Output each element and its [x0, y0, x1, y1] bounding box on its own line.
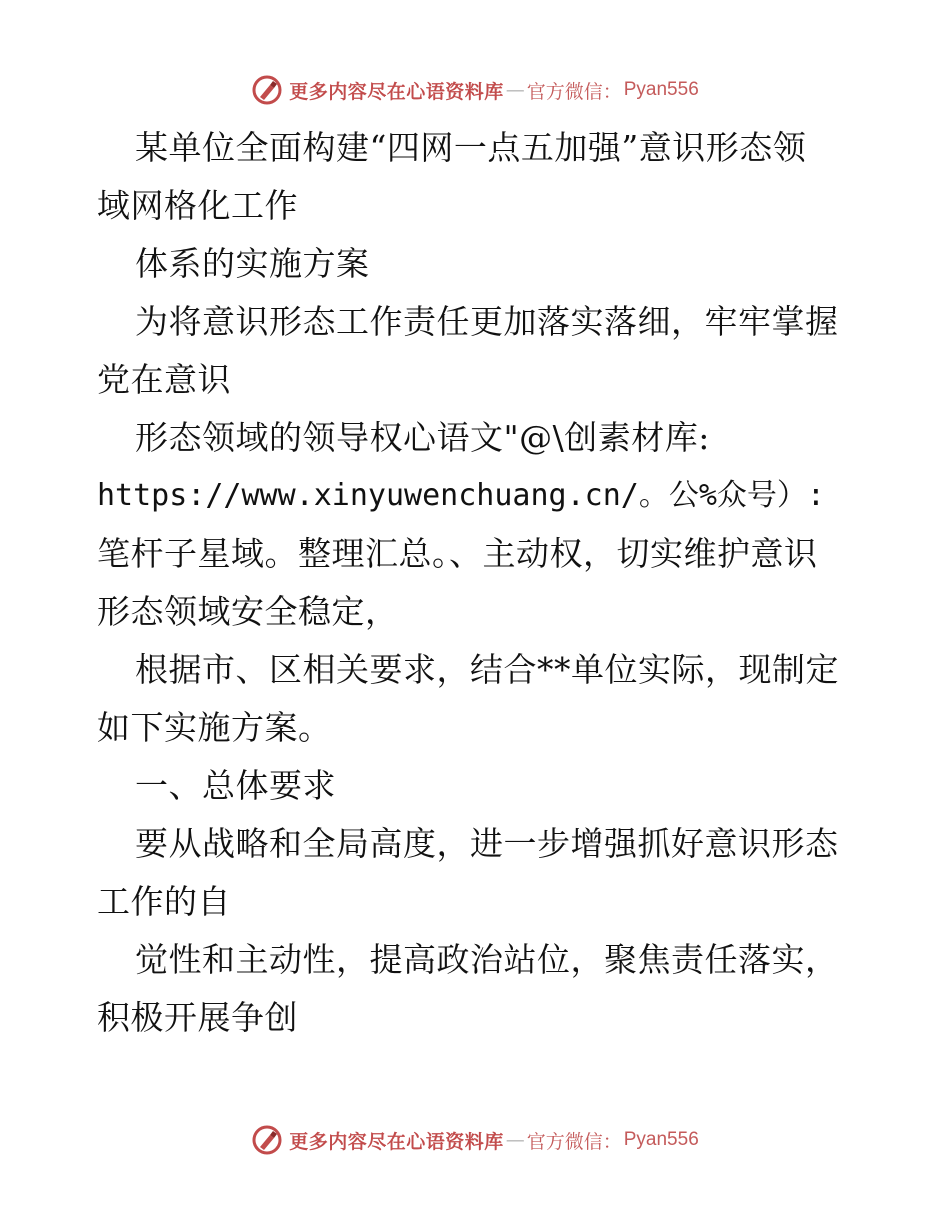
- paragraph-line: 积极开展争创: [97, 998, 298, 1037]
- doc-title-line-1: 某单位全面构建“四网一点五加强”意识形态领: [135, 128, 807, 167]
- url-line: https://www.xinyuwenchuang.cn/。公%众号）:: [97, 478, 825, 513]
- paragraph-line: 工作的自: [97, 882, 231, 921]
- pen-logo-icon: [251, 1124, 283, 1156]
- paragraph-line: 如下实施方案。: [97, 708, 332, 747]
- watermark-dash: —: [505, 79, 525, 101]
- paragraph-line: 为将意识形态工作责任更加落实落细，牢牢掌握: [135, 302, 839, 341]
- header-watermark: [0, 70, 950, 110]
- document-body: [97, 119, 857, 1047]
- watermark-dash: —: [505, 1129, 525, 1151]
- paragraph-line: 形态领域安全稳定，: [97, 592, 399, 631]
- paragraph-line: 觉性和主动性，提高政治站位，聚焦责任落实，: [135, 940, 839, 979]
- pen-logo-icon: [251, 74, 283, 106]
- paragraph-line: 党在意识: [97, 360, 231, 399]
- watermark-sub: 官方微信：: [526, 1130, 622, 1153]
- watermark-sub: 官方微信：: [526, 80, 622, 103]
- watermark-main: 更多内容尽在心语资料库: [289, 80, 504, 103]
- paragraph-line: 形态领域的领导权心语文"@\创素材库:: [135, 418, 710, 457]
- paragraph-line: 要从战略和全局高度，进一步增强抓好意识形态: [135, 824, 839, 863]
- watermark-id: Pyan556: [623, 79, 699, 100]
- watermark-id: Pyan556: [623, 1129, 699, 1150]
- section-heading: 一、总体要求: [135, 766, 336, 805]
- paragraph-line: 笔杆子星域。整理汇总。、主动权，切实维护意识: [97, 534, 818, 573]
- doc-title-line-3: 体系的实施方案: [135, 244, 370, 283]
- paragraph-line: 根据市、区相关要求，结合**单位实际，现制定: [135, 650, 839, 689]
- watermark-main: 更多内容尽在心语资料库: [289, 1130, 504, 1153]
- footer-watermark: [0, 1120, 950, 1160]
- doc-title-line-2: 域网格化工作: [97, 186, 298, 225]
